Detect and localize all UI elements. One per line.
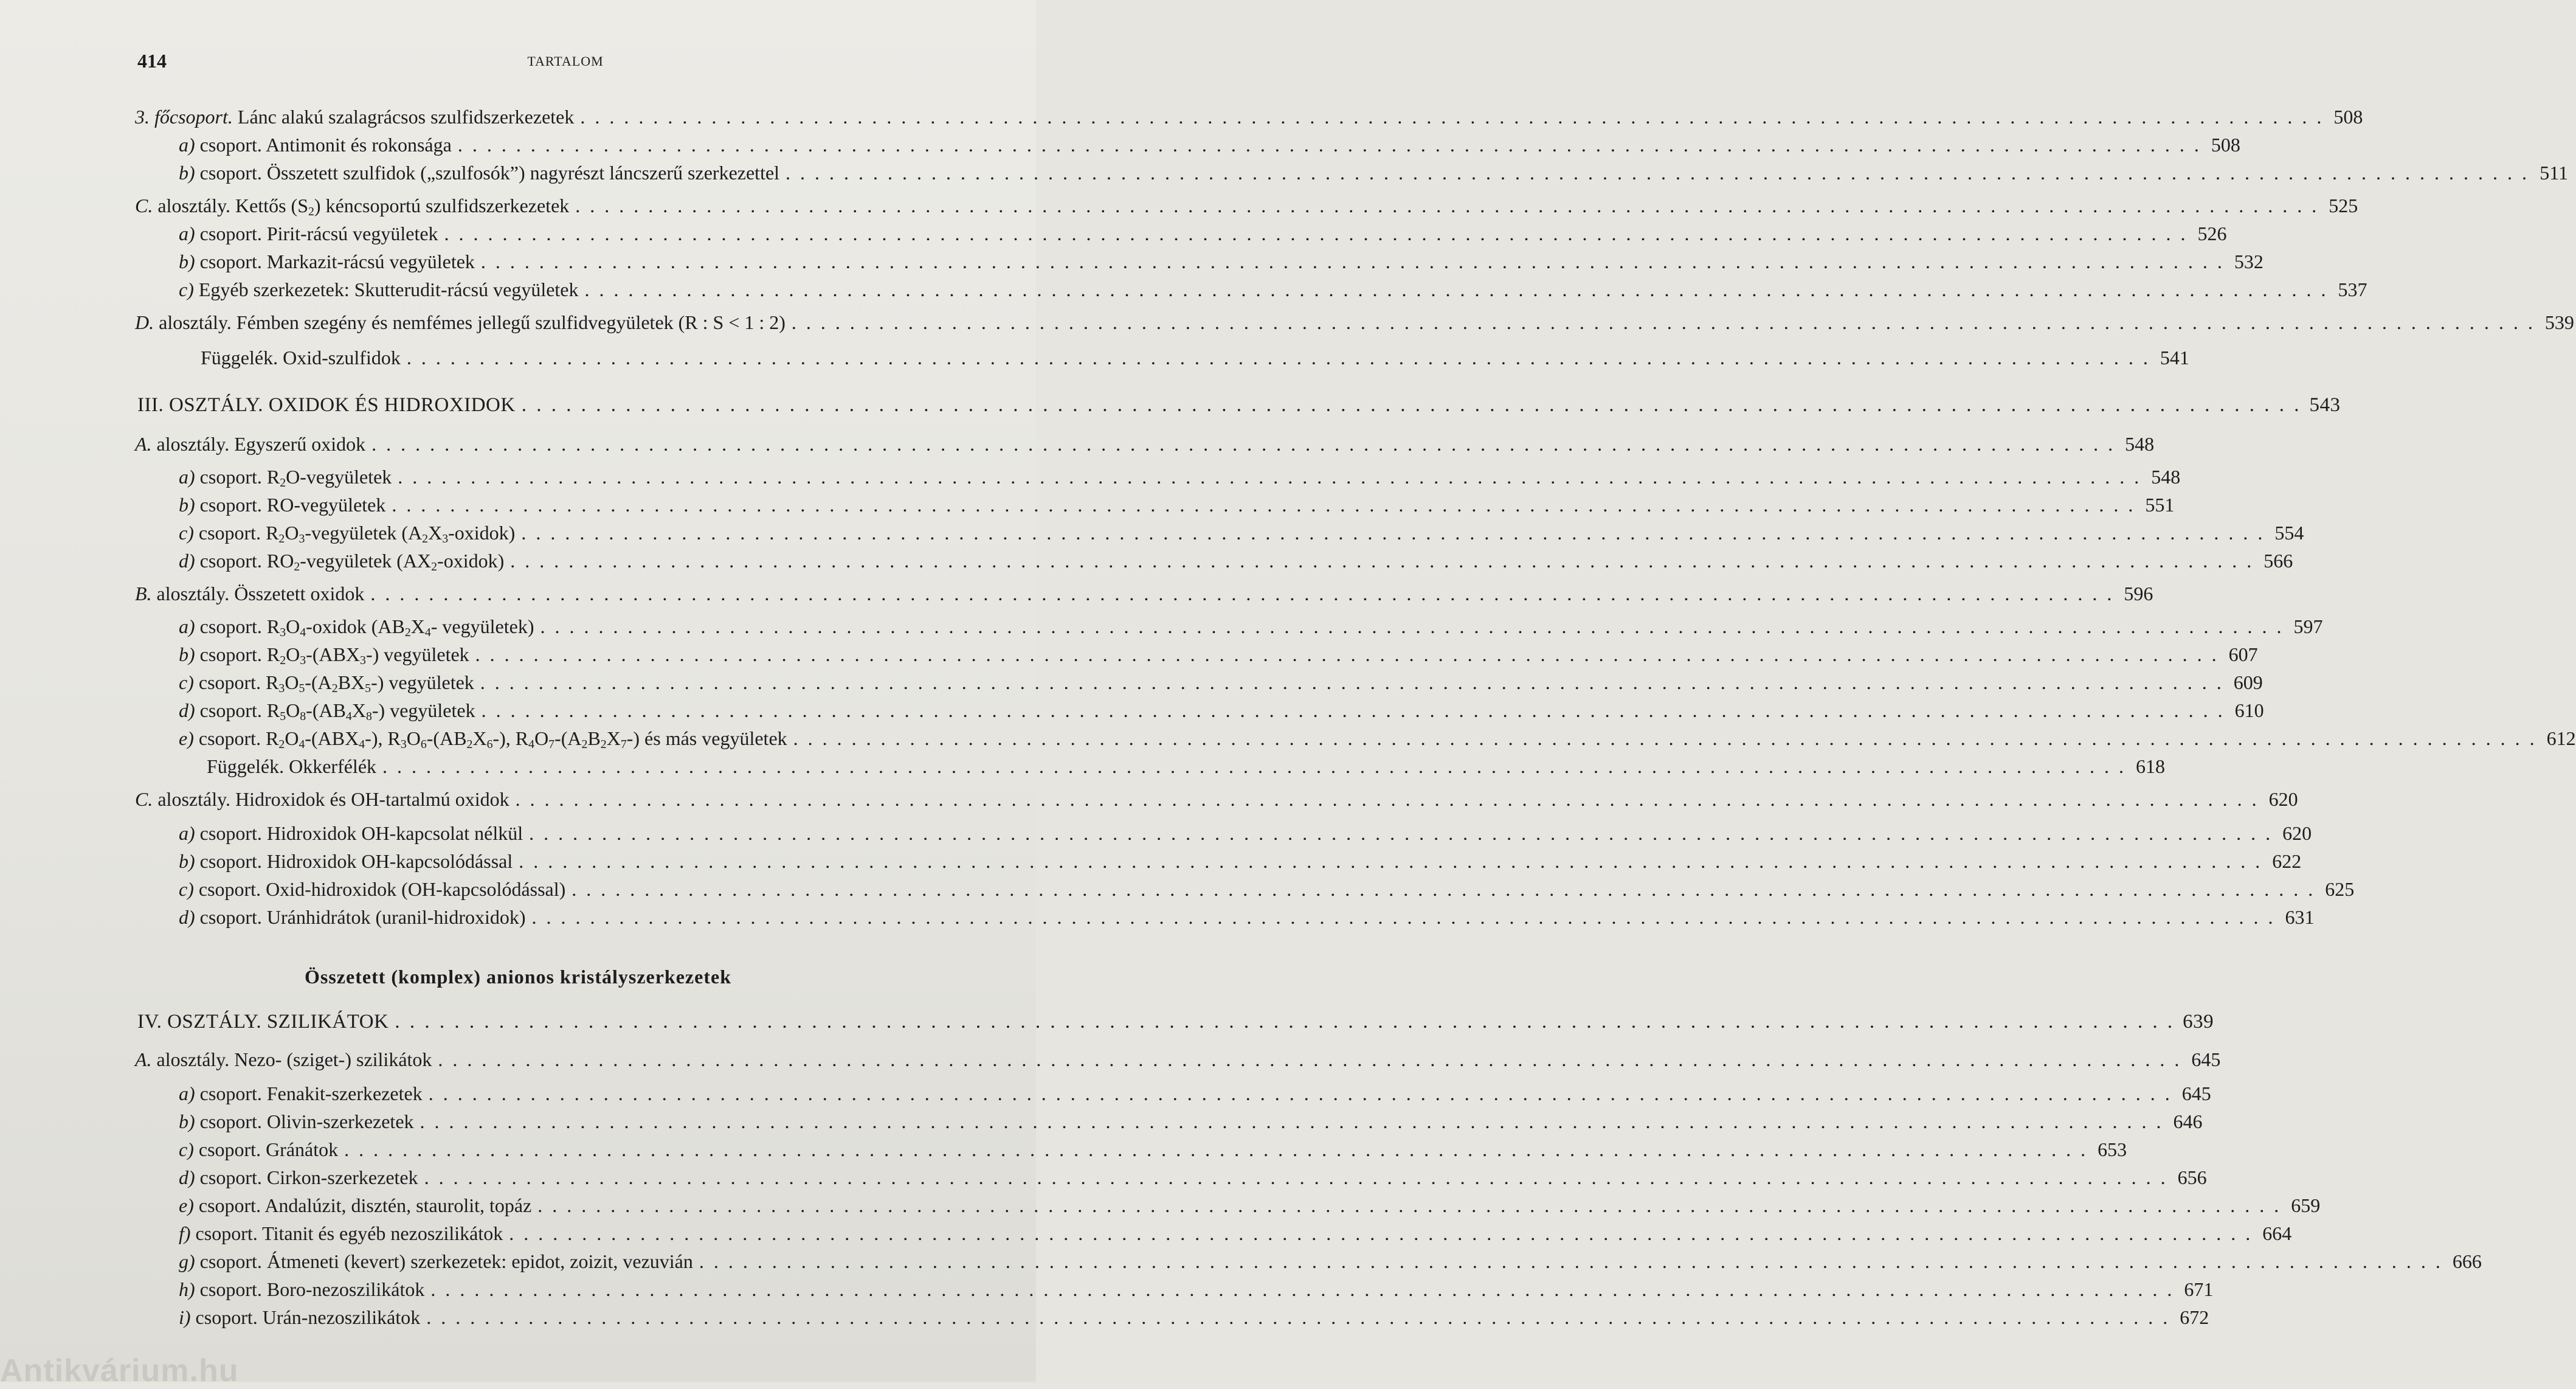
toc-page-number: 541 <box>2160 347 2189 369</box>
toc-page-number: 566 <box>2263 550 2293 572</box>
dot-leader: . . . . . . . . . . . . . . . . . . . . . . . . . . . . . . . . . . . . . . . . . . . . . . . . . . . . . . . . . . . . . . . . . . . . . . . . . . . . . . . . . . . . . . . . . . . . . . . . . . . . . . . . . . . . . . . . . . . . . . . . <box>438 1048 2182 1070</box>
toc-page-number: 508 <box>2211 134 2240 156</box>
toc-entry <box>135 310 2574 334</box>
toc-page-number: 646 <box>2173 1110 2203 1132</box>
dot-leader: . . . . . . . . . . . . . . . . . . . . . . . . . . . . . . . . . . . . . . . . . . . . . . . . . . . . . . . . . . . . . . . . . . . . . . . . . . . . . . . . . . . . . . . . . . . . . . . . . . . . . . . . . . . . . . . . . . . . . . . . <box>430 1278 2175 1300</box>
toc-page-number: 610 <box>2234 699 2264 721</box>
dot-leader: . . . . . . . . . . . . . . . . . . . . . . . . . . . . . . . . . . . . . . . . . . . . . . . . . . . . . . . . . . . . . . . . . . . . . . . . . . . . . . . . . . . . . . . . . . . . . . . . . . . . . . . . . . . . . . . . . . . . . . . . <box>420 1110 2164 1132</box>
toc-entry-title: c) csoport. $R_2O_3$-vegyületek $(A_2X_3-oxidok)$ <box>179 522 516 546</box>
toc-page-number: 612 <box>2546 727 2576 749</box>
toc-page-number: 672 <box>2180 1306 2209 1328</box>
toc-entry-title: d) csoport. $R_5O_8-(AB_4X_8-)$ vegyületek <box>179 699 475 723</box>
toc-page-number: 554 <box>2274 522 2304 544</box>
toc-page-number: 551 <box>2145 494 2175 516</box>
toc-entry-title: C. alosztály. Hidroxidok és OH-tartalmú oxidok <box>135 788 509 810</box>
dot-leader: . . . . . . . . . . . . . . . . . . . . . . . . . . . . . . . . . . . . . . . . . . . . . . . . . . . . . . . . . . . . . . . . . . . . . . . . . . . . . . . . . . . . . . . . . . . . . . . . . . . . . . . . . . . . . . . . . . . . . . . . <box>580 106 2324 128</box>
toc-page-number: 525 <box>2329 195 2358 216</box>
toc-page-number: 543 <box>2309 394 2341 416</box>
toc-entry <box>179 1081 2211 1106</box>
toc-entry <box>135 581 2153 606</box>
toc-entry-title: Függelék. Okkerfélék <box>207 755 377 777</box>
running-title: TARTALOM <box>527 54 604 69</box>
toc-entry <box>179 905 2315 929</box>
dot-leader: . . . . . . . . . . . . . . . . . . . . . . . . . . . . . . . . . . . . . . . . . . . . . . . . . . . . . . . . . . . . . . . . . . . . . . . . . . . . . . . . . . . . . . . . . . . . . . . . . . . . . . . . . . . . . . . . . . . . . . . . <box>475 643 2219 665</box>
toc-page-number: 609 <box>2233 671 2263 693</box>
toc-entry <box>207 754 2166 778</box>
toc-entry <box>179 465 2181 490</box>
toc-page-number: 539 <box>2544 311 2574 333</box>
page-number: 414 <box>137 50 167 72</box>
dot-leader: . . . . . . . . . . . . . . . . . . . . . . . . . . . . . . . . . . . . . . . . . . . . . . . . . . . . . . . . . . . . . . . . . . . . . . . . . . . . . . . . . . . . . . . . . . . . . . . . . . . . . . . . . . . . . . . . . . . . . . . . <box>428 1082 2172 1104</box>
toc-entry <box>179 1221 2292 1245</box>
section-title: Összetett (komplex) anionos kristályszerkezetek <box>305 966 731 988</box>
toc-entry-title: b) csoport. RO-vegyületek <box>179 494 386 516</box>
toc-entry-title: g) csoport. Átmeneti (kevert) szerkezetek: epidot, zoizit, vezuvián <box>179 1250 693 1272</box>
dot-leader: . . . . . . . . . . . . . . . . . . . . . . . . . . . . . . . . . . . . . . . . . . . . . . . . . . . . . . . . . . . . . . . . . . . . . . . . . . . . . . . . . . . . . . . . . . . . . . . . . . . . . . . . . . . . . . . . . . . . . . . . <box>509 1222 2253 1244</box>
toc-entry-title: IV. OSZTÁLY. SZILIKÁTOK <box>137 1011 389 1033</box>
dot-leader: . . . . . . . . . . . . . . . . . . . . . . . . . . . . . . . . . . . . . . . . . . . . . . . . . . . . . . . . . . . . . . . . . . . . . . . . . . . . . . . . . . . . . . . . . . . . . . . . . . . . . . . . . . . . . . . . . . . . . . . . <box>426 1306 2170 1328</box>
toc-entry-title: b) csoport. Hidroxidok OH-kapcsolódással <box>179 850 513 872</box>
dot-leader: . . . . . . . . . . . . . . . . . . . . . . . . . . . . . . . . . . . . . . . . . . . . . . . . . . . . . . . . . . . . . . . . . . . . . . . . . . . . . . . . . . . . . . . . . . . . . . . . . . . . . . . . . . . . . . . . . . . . . . . . <box>480 251 2225 272</box>
toc-entry-title: d) csoport. $RO_2$-vegyületek $(AX_2-oxidok)$ <box>179 550 505 573</box>
toc-entry-title: a) csoport. Fenakit-szerkezetek <box>179 1082 423 1104</box>
toc-entry-title: 3. főcsoport. Lánc alakú szalagrácsos szulfidszerkezetek <box>135 106 575 128</box>
toc-entry <box>179 1277 2214 1301</box>
toc-page-number: 596 <box>2124 583 2153 604</box>
dot-leader: . . . . . . . . . . . . . . . . . . . . . . . . . . . . . . . . . . . . . . . . . . . . . . . . . . . . . . . . . . . . . . . . . . . . . . . . . . . . . . . . . . . . . . . . . . . . . . . . . . . . . . . . . . . . . . . . . . . . . . . . <box>510 550 2254 572</box>
dot-leader: . . . . . . . . . . . . . . . . . . . . . . . . . . . . . . . . . . . . . . . . . . . . . . . . . . . . . . . . . . . . . . . . . . . . . . . . . . . . . . . . . . . . . . . . . . . . . . . . . . . . . . . . . . . . . . . . . . . . . . . . <box>395 1011 2175 1033</box>
toc-entry-title: III. OSZTÁLY. OXIDOK ÉS HIDROXIDOK <box>137 394 516 416</box>
toc-page-number: 597 <box>2293 615 2323 637</box>
toc-page-number: 625 <box>2325 878 2355 900</box>
toc-entry-title: c) csoport. Oxid-hidroxidok (OH-kapcsolódással) <box>179 878 566 900</box>
toc-entry <box>179 1165 2207 1190</box>
dot-leader: . . . . . . . . . . . . . . . . . . . . . . . . . . . . . . . . . . . . . . . . . . . . . . . . . . . . . . . . . . . . . . . . . . . . . . . . . . . . . . . . . . . . . . . . . . . . . . . . . . . . . . . . . . . . . . . . . . . . . . . . <box>571 878 2316 900</box>
toc-entry-title: b) csoport. $R_2O_3-(ABX_3-)$ vegyületek <box>179 643 469 667</box>
toc-entry <box>179 1305 2209 1329</box>
toc-page-number: 548 <box>2151 466 2181 488</box>
toc-entry <box>179 1137 2127 1162</box>
toc-page-number: 537 <box>2338 279 2367 300</box>
toc-page-number: 653 <box>2098 1138 2127 1160</box>
toc-page-number: 664 <box>2262 1222 2292 1244</box>
toc-entry-title: d) csoport. Cirkon-szerkezetek <box>179 1166 418 1188</box>
toc-entry <box>179 521 2304 546</box>
toc-entry-title: c) Egyéb szerkezetek: Skutterudit-rácsú vegyületek <box>179 279 579 300</box>
toc-page-number: 526 <box>2197 223 2227 244</box>
toc-entry-title: a) csoport. $R_2O$-vegyületek <box>179 466 392 490</box>
toc-entry-title: h) csoport. Boro-nezoszilikátok <box>179 1278 425 1300</box>
toc-entry <box>179 1109 2203 1134</box>
toc-page-number: 532 <box>2234 251 2263 272</box>
toc-entry <box>179 493 2175 517</box>
toc-entry <box>179 670 2263 695</box>
dot-leader: . . . . . . . . . . . . . . . . . . . . . . . . . . . . . . . . . . . . . . . . . . . . . . . . . . . . . . . . . . . . . . . . . . . . . . . . . . . . . . . . . . . . . . . . . . . . . . . . . . . . . . . . . . . . . . . . . . . . . . . . <box>531 906 2276 928</box>
toc-entry-title: a) csoport. $R_3O_4$-oxidok ($AB_2X_4-$ vegyületek) <box>179 615 534 639</box>
dot-leader: . . . . . . . . . . . . . . . . . . . . . . . . . . . . . . . . . . . . . . . . . . . . . . . . . . . . . . . . . . . . . . . . . . . . . . . . . . . . . . . . . . . . . . . . . . . . . . . . . . . . . . . . . . . . . . . . . . . . . . . . <box>521 522 2265 544</box>
toc-page-number: 645 <box>2191 1048 2221 1070</box>
toc-entry-title: b) csoport. Olivin-szerkezetek <box>179 1110 414 1132</box>
toc-entry-title: f) csoport. Titanit és egyéb nezoszilikátok <box>179 1222 503 1244</box>
toc-page-number: 548 <box>2125 433 2155 455</box>
dot-leader: . . . . . . . . . . . . . . . . . . . . . . . . . . . . . . . . . . . . . . . . . . . . . . . . . . . . . . . . . . . . . . . . . . . . . . . . . . . . . . . . . . . . . . . . . . . . . . . . . . . . . . . . . . . . . . . . . . . . . . . . <box>371 433 2116 455</box>
toc-entry-title: a) csoport. Hidroxidok OH-kapcsolat nélkül <box>179 822 523 844</box>
dot-leader: . . . . . . . . . . . . . . . . . . . . . . . . . . . . . . . . . . . . . . . . . . . . . . . . . . . . . . . . . . . . . . . . . . . . . . . . . . . . . . . . . . . . . . . . . . . . . . . . . . . . . . . . . . . . . . . . . . . . . . . . <box>382 755 2127 777</box>
dot-leader: . . . . . . . . . . . . . . . . . . . . . . . . . . . . . . . . . . . . . . . . . . . . . . . . . . . . . . . . . . . . . . . . . . . . . . . . . . . . . . . . . . . . . . . . . . . . . . . . . . . . . . . . . . . . . . . . . . . . . . . . <box>540 615 2284 637</box>
toc-entry <box>179 726 2576 751</box>
dot-leader: . . . . . . . . . . . . . . . . . . . . . . . . . . . . . . . . . . . . . . . . . . . . . . . . . . . . . . . . . . . . . . . . . . . . . . . . . . . . . . . . . . . . . . . . . . . . . . . . . . . . . . . . . . . . . . . . . . . . . . . . <box>344 1138 2088 1160</box>
dot-leader: . . . . . . . . . . . . . . . . . . . . . . . . . . . . . . . . . . . . . . . . . . . . . . . . . . . . . . . . . . . . . . . . . . . . . . . . . . . . . . . . . . . . . . . . . . . . . . . . . . . . . . . . . . . . . . . . . . . . . . . . <box>406 347 2150 369</box>
toc-page-number: 622 <box>2272 850 2302 872</box>
dot-leader: . . . . . . . . . . . . . . . . . . . . . . . . . . . . . . . . . . . . . . . . . . . . . . . . . . . . . . . . . . . . . . . . . . . . . . . . . . . . . . . . . . . . . . . . . . . . . . . . . . . . . . . . . . . . . . . . . . . . . . . . <box>424 1166 2168 1188</box>
toc-page-number: 607 <box>2228 643 2258 665</box>
toc-page-number: 656 <box>2177 1166 2207 1188</box>
toc-entry <box>135 787 2298 811</box>
dot-leader: . . . . . . . . . . . . . . . . . . . . . . . . . . . . . . . . . . . . . . . . . . . . . . . . . . . . . . . . . . . . . . . . . . . . . . . . . . . . . . . . . . . . . . . . . . . . . . . . . . . . . . . . . . . . . . . . . . . . . . . . <box>786 162 2530 184</box>
toc-entry <box>135 432 2155 456</box>
toc-entry-title: e) csoport. Andalúzit, disztén, staurolit, topáz <box>179 1194 532 1216</box>
toc-entry <box>135 1047 2221 1072</box>
dot-leader: . . . . . . . . . . . . . . . . . . . . . . . . . . . . . . . . . . . . . . . . . . . . . . . . . . . . . . . . . . . . . . . . . . . . . . . . . . . . . . . . . . . . . . . . . . . . . . . . . . . . . . . . . . . . . . . . . . . . . . . . <box>398 466 2142 488</box>
dot-leader: . . . . . . . . . . . . . . . . . . . . . . . . . . . . . . . . . . . . . . . . . . . . . . . . . . . . . . . . . . . . . . . . . . . . . . . . . . . . . . . . . . . . . . . . . . . . . . . . . . . . . . . . . . . . . . . . . . . . . . . . <box>370 583 2115 604</box>
dot-leader: . . . . . . . . . . . . . . . . . . . . . . . . . . . . . . . . . . . . . . . . . . . . . . . . . . . . . . . . . . . . . . . . . . . . . . . . . . . . . . . . . . . . . . . . . . . . . . . . . . . . . . . . . . . . . . . . . . . . . . . . <box>457 134 2201 156</box>
toc-page-number: 508 <box>2333 106 2363 128</box>
toc-entry <box>179 277 2367 302</box>
toc-entry-title: a) csoport. Pirit-rácsú vegyületek <box>179 223 438 244</box>
toc-entry <box>179 614 2323 639</box>
toc-entry <box>179 849 2302 873</box>
toc-entry <box>179 549 2293 573</box>
dot-leader: . . . . . . . . . . . . . . . . . . . . . . . . . . . . . . . . . . . . . . . . . . . . . . . . . . . . . . . . . . . . . . . . . . . . . . . . . . . . . . . . . . . . . . . . . . . . . . . . . . . . . . . . . . . . . . . . . . . . . . . . <box>575 195 2319 216</box>
toc-page-number: 618 <box>2136 755 2166 777</box>
toc-entry-title: B. alosztály. Összetett oxidok <box>135 583 365 604</box>
dot-leader: . . . . . . . . . . . . . . . . . . . . . . . . . . . . . . . . . . . . . . . . . . . . . . . . . . . . . . . . . . . . . . . . . . . . . . . . . . . . . . . . . . . . . . . . . . . . . . . . . . . . . . . . . . . . . . . . . . . . . . . . <box>529 822 2273 844</box>
toc-entry <box>135 105 2363 129</box>
dot-leader: . . . . . . . . . . . . . . . . . . . . . . . . . . . . . . . . . . . . . . . . . . . . . . . . . . . . . . . . . . . . . . . . . . . . . . . . . . . . . . . . . . . . . . . . . . . . . . . . . . . . . . . . . . . . . . . . . . . . . . . . <box>793 727 2537 749</box>
toc-page-number: 671 <box>2184 1278 2214 1300</box>
toc-page-number: 631 <box>2285 906 2315 928</box>
toc-entry <box>179 642 2258 667</box>
dot-leader: . . . . . . . . . . . . . . . . . . . . . . . . . . . . . . . . . . . . . . . . . . . . . . . . . . . . . . . . . . . . . . . . . . . . . . . . . . . . . . . . . . . . . . . . . . . . . . . . . . . . . . . . . . . . . . . . . . . . . . . . <box>584 279 2329 300</box>
toc-page-number: 659 <box>2291 1194 2321 1216</box>
toc-entry-title: b) csoport. Markazit-rácsú vegyületek <box>179 251 475 272</box>
toc-page-number: 666 <box>2452 1250 2482 1272</box>
toc-entry <box>179 1249 2482 1273</box>
toc-entry <box>179 133 2240 157</box>
toc-entry-title: A. alosztály. Nezo- (sziget-) szilikátok <box>135 1048 432 1070</box>
dot-leader: . . . . . . . . . . . . . . . . . . . . . . . . . . . . . . . . . . . . . . . . . . . . . . . . . . . . . . . . . . . . . . . . . . . . . . . . . . . . . . . . . . . . . . . . . . . . . . . . . . . . . . . . . . . . . . . . . . . . . . . . <box>699 1250 2443 1272</box>
toc-entry <box>179 1193 2321 1218</box>
toc-entry <box>137 393 2341 417</box>
toc-page-number: 511 <box>2540 162 2569 184</box>
toc-entry-title: e) csoport. $R_2O_4-(ABX_4-)$, $R_3O_6-(AB_2X_6-)$, $R_4O_7-(A_2B_2X_7-)$ és más vegyületek <box>179 727 787 751</box>
dot-leader: . . . . . . . . . . . . . . . . . . . . . . . . . . . . . . . . . . . . . . . . . . . . . . . . . . . . . . . . . . . . . . . . . . . . . . . . . . . . . . . . . . . . . . . . . . . . . . . . . . . . . . . . . . . . . . . . . . . . . . . . <box>392 494 2136 516</box>
toc-entry-title: a) csoport. Antimonit és rokonsága <box>179 134 452 156</box>
toc-entry <box>179 877 2355 901</box>
toc-entry-title: A. alosztály. Egyszerű oxidok <box>135 433 366 455</box>
toc-entry <box>135 193 2358 218</box>
toc-entry <box>179 221 2227 246</box>
toc-entry-title: i) csoport. Urán-nezoszilikátok <box>179 1306 421 1328</box>
toc-entry-title: C. alosztály. Kettős $(S_2)$ kéncsoportú szulfidszerkezetek <box>135 195 570 218</box>
dot-leader: . . . . . . . . . . . . . . . . . . . . . . . . . . . . . . . . . . . . . . . . . . . . . . . . . . . . . . . . . . . . . . . . . . . . . . . . . . . . . . . . . . . . . . . . . . . . . . . . . . . . . . . . . . . . . . . . . . . . . . . . <box>519 850 2263 872</box>
dot-leader: . . . . . . . . . . . . . . . . . . . . . . . . . . . . . . . . . . . . . . . . . . . . . . . . . . . . . . . . . . . . . . . . . . . . . . . . . . . . . . . . . . . . . . . . . . . . . . . . . . . . . . . . . . . . . . . . . . . . . . . . <box>537 1194 2282 1216</box>
dot-leader: . . . . . . . . . . . . . . . . . . . . . . . . . . . . . . . . . . . . . . . . . . . . . . . . . . . . . . . . . . . . . . . . . . . . . . . . . . . . . . . . . . . . . . . . . . . . . . . . . . . . . . . . . . . . . . . . . . . . . . . . <box>515 788 2259 810</box>
toc-entry-title: D. alosztály. Fémben szegény és nemfémes jellegű szulfidvegyületek (R : S < 1 : 2) <box>135 311 786 333</box>
toc-entry <box>179 698 2264 723</box>
dot-leader: . . . . . . . . . . . . . . . . . . . . . . . . . . . . . . . . . . . . . . . . . . . . . . . . . . . . . . . . . . . . . . . . . . . . . . . . . . . . . . . . . . . . . . . . . . . . . . . . . . . . . . . . . . . . . . . . . . . . . . . . <box>521 394 2302 416</box>
toc-entry <box>179 161 2569 185</box>
toc-entry-title: d) csoport. Uránhidrátok (uranil-hidroxidok) <box>179 906 526 928</box>
toc-entry-title: c) csoport. Gránátok <box>179 1138 339 1160</box>
toc-entry <box>179 249 2263 274</box>
toc-entry <box>179 821 2312 845</box>
toc-page-number: 620 <box>2268 788 2298 810</box>
toc-page-number: 620 <box>2282 822 2312 844</box>
toc-page-number: 639 <box>2183 1011 2214 1033</box>
toc-entry-title: b) csoport. Összetett szulfidok („szulfosók”) nagyrészt láncszerű szerkezettel <box>179 162 780 184</box>
dot-leader: . . . . . . . . . . . . . . . . . . . . . . . . . . . . . . . . . . . . . . . . . . . . . . . . . . . . . . . . . . . . . . . . . . . . . . . . . . . . . . . . . . . . . . . . . . . . . . . . . . . . . . . . . . . . . . . . . . . . . . . . <box>481 699 2225 721</box>
toc-entry-title: c) csoport. $R_3O_5-(A_2BX_5-)$ vegyületek <box>179 671 474 695</box>
toc-entry <box>137 1010 2214 1034</box>
dot-leader: . . . . . . . . . . . . . . . . . . . . . . . . . . . . . . . . . . . . . . . . . . . . . . . . . . . . . . . . . . . . . . . . . . . . . . . . . . . . . . . . . . . . . . . . . . . . . . . . . . . . . . . . . . . . . . . . . . . . . . . . <box>480 671 2224 693</box>
dot-leader: . . . . . . . . . . . . . . . . . . . . . . . . . . . . . . . . . . . . . . . . . . . . . . . . . . . . . . . . . . . . . . . . . . . . . . . . . . . . . . . . . . . . . . . . . . . . . . . . . . . . . . . . . . . . . . . . . . . . . . . . <box>791 311 2535 333</box>
dot-leader: . . . . . . . . . . . . . . . . . . . . . . . . . . . . . . . . . . . . . . . . . . . . . . . . . . . . . . . . . . . . . . . . . . . . . . . . . . . . . . . . . . . . . . . . . . . . . . . . . . . . . . . . . . . . . . . . . . . . . . . . <box>444 223 2188 244</box>
watermark: Antikvárium.hu <box>0 1353 239 1388</box>
toc-page-number: 645 <box>2181 1082 2211 1104</box>
toc-entry-title: Függelék. Oxid-szulfidok <box>201 347 401 369</box>
toc-entry <box>201 345 2189 370</box>
